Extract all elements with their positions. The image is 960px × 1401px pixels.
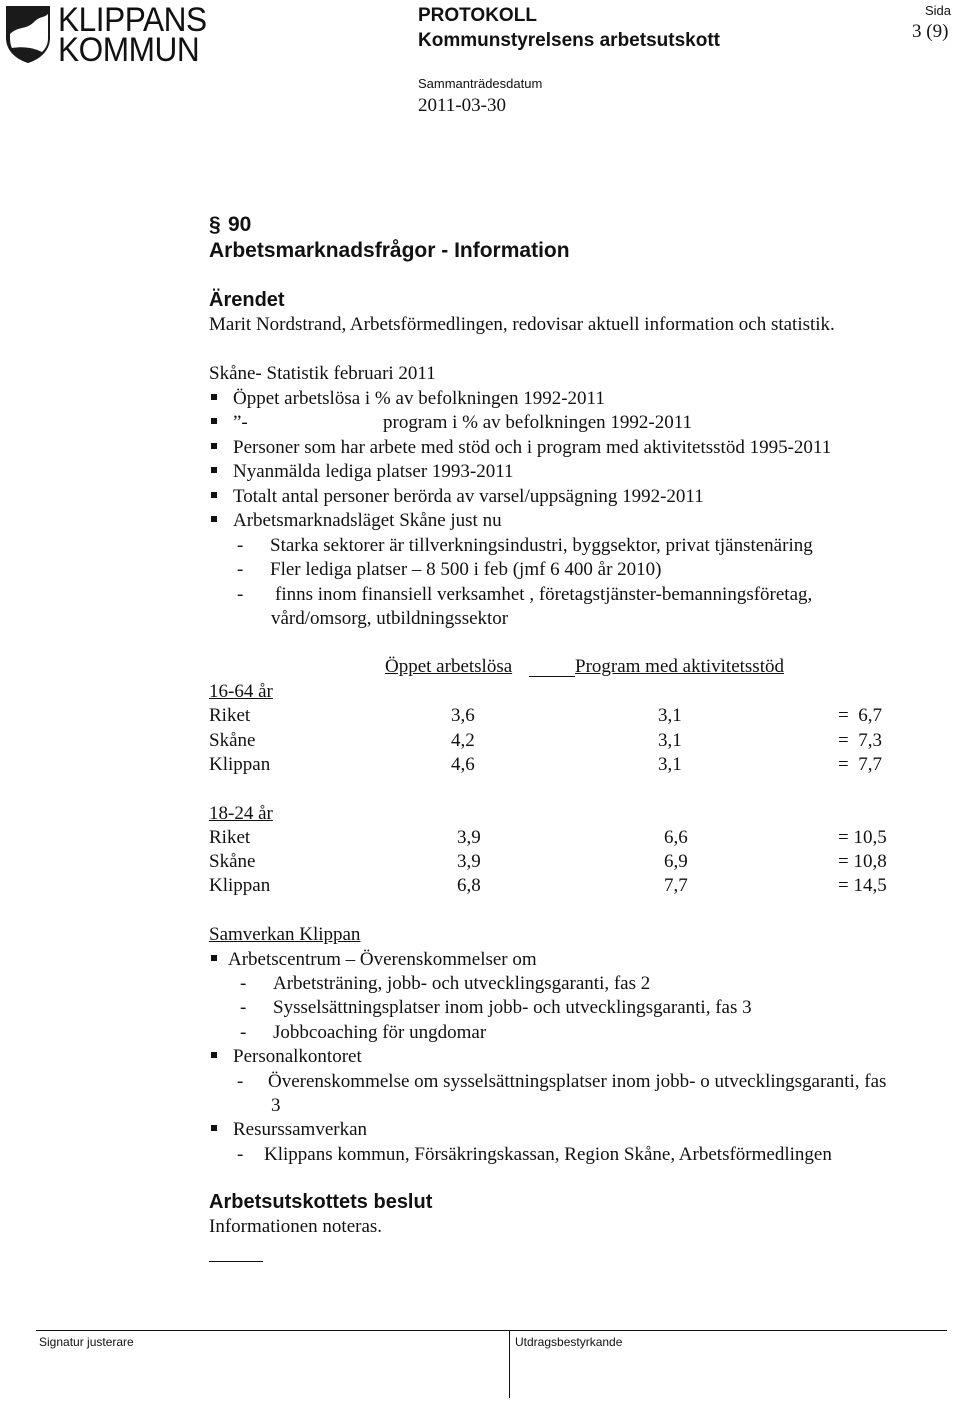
row-region: Skåne (209, 730, 256, 751)
cell-program: 7,7 (664, 875, 688, 896)
list-item: Nyanmälda lediga platser 1993-2011 (233, 461, 514, 482)
bullet-icon (211, 1125, 217, 1131)
dash: - (237, 1071, 244, 1092)
arendet-heading: Ärendet (209, 289, 285, 311)
section-sign: § (209, 213, 221, 236)
row-region: Riket (209, 705, 251, 726)
list-item: Öppet arbetslösa i % av befolkningen 1992-2011 (233, 388, 605, 409)
samverkan-heading: Samverkan Klippan (209, 924, 361, 945)
sub-item: Starka sektorer är tillverkningsindustri, byggsektor, privat tjänstenäring (270, 535, 813, 556)
list-item: program i % av befolkningen 1992-2011 (383, 412, 693, 433)
sub-item: Fler lediga platser – 8 500 i feb (jmf 6 400 år 2010) (270, 559, 662, 580)
arendet-text: Marit Nordstrand, Arbetsförmedlingen, redovisar aktuell information och statistik. (209, 314, 835, 335)
bullet-icon (211, 418, 217, 424)
section-title: Arbetsmarknadsfrågor - Information (209, 239, 570, 262)
sub-item: Sysselsättningsplatser inom jobb- och utvecklingsgaranti, fas 3 (273, 997, 752, 1018)
cell-open: 6,8 (457, 875, 481, 896)
list-item: Personer som har arbete med stöd och i program med aktivitetsstöd 1995-2011 (233, 437, 832, 458)
beslut-heading: Arbetsutskottets beslut (209, 1191, 433, 1213)
col-header-gap (529, 676, 575, 677)
section-number: 90 (228, 213, 252, 236)
cell-open: 3,9 (457, 827, 481, 848)
footer-extract-label: Utdragsbestyrkande (515, 1335, 623, 1349)
list-item: Arbetsmarknadsläget Skåne just nu (233, 510, 502, 531)
cell-program: 6,6 (664, 827, 688, 848)
row-region: Riket (209, 827, 251, 848)
bullet-icon (211, 467, 217, 473)
beslut-text: Informationen noteras. (209, 1216, 383, 1237)
cell-open: 4,6 (451, 754, 475, 775)
doc-type: PROTOKOLL (418, 5, 537, 26)
group-label: 18-24 år (209, 803, 273, 824)
sub-item: Klippans kommun, Försäkringskassan, Region Skåne, Arbetsförmedlingen (264, 1144, 832, 1165)
cell-sum: = 7,3 (838, 730, 882, 751)
sub-item: Överenskommelse om sysselsättningsplatser inom jobb- o utvecklingsgaranti, fas (268, 1071, 887, 1092)
footer-rule (36, 1330, 947, 1331)
date-label: Sammanträdesdatum (418, 76, 543, 91)
end-rule (209, 1261, 263, 1262)
sub-item: Jobbcoaching för ungdomar (273, 1022, 487, 1043)
bullet-icon (211, 394, 217, 400)
bullet-icon (211, 516, 217, 522)
cell-program: 3,1 (658, 730, 682, 751)
cell-open: 3,9 (457, 851, 481, 872)
col-header-program: Program med aktivitetsstöd (575, 656, 784, 677)
stats-heading: Skåne- Statistik februari 2011 (209, 363, 436, 384)
list-item-ditto: ”- (233, 412, 248, 433)
logo-text-bottom: KOMMUN (58, 31, 200, 69)
dash: - (240, 1022, 247, 1043)
bullet-icon (211, 955, 217, 961)
list-item: Resurssamverkan (233, 1119, 368, 1140)
col-header-open-unemployed: Öppet arbetslösa (385, 656, 513, 677)
dash: - (240, 973, 247, 994)
dash: - (240, 997, 247, 1018)
footer-signature-label: Signatur justerare (39, 1335, 134, 1349)
page-number: 3 (9) (912, 21, 949, 42)
cell-sum: = 10,5 (838, 827, 887, 848)
cell-sum: = 7,7 (838, 754, 882, 775)
footer-divider (509, 1330, 510, 1398)
row-region: Klippan (209, 875, 271, 896)
list-item: Personalkontoret (233, 1046, 362, 1067)
cell-program: 3,1 (658, 754, 682, 775)
row-region: Skåne (209, 851, 256, 872)
meeting-date: 2011-03-30 (418, 95, 506, 116)
sub-item: 3 (271, 1095, 281, 1116)
cell-open: 4,2 (451, 730, 475, 751)
cell-sum: = 6,7 (838, 705, 882, 726)
cell-sum: = 14,5 (838, 875, 887, 896)
dash: - (237, 535, 244, 556)
bullet-icon (211, 492, 217, 498)
dash: - (237, 559, 244, 580)
group-label: 16-64 år (209, 681, 273, 702)
cell-program: 6,9 (664, 851, 688, 872)
list-item: Arbetscentrum – Överenskommelser om (228, 949, 537, 970)
sub-item: Arbetsträning, jobb- och utvecklingsgaranti, fas 2 (273, 973, 651, 994)
bullet-icon (211, 1052, 217, 1058)
row-region: Klippan (209, 754, 271, 775)
body-name: Kommunstyrelsens arbetsutskott (418, 30, 720, 51)
cell-open: 3,6 (451, 705, 475, 726)
sub-item: vård/omsorg, utbildningssektor (271, 608, 509, 629)
sub-item: finns inom finansiell verksamhet , företagstjänster-bemanningsföretag, (275, 584, 813, 605)
klippan-shield-icon (4, 4, 52, 64)
list-item: Totalt antal personer berörda av varsel/uppsägning 1992-2011 (233, 486, 704, 507)
page-label: Sida (925, 3, 952, 18)
cell-sum: = 10,8 (838, 851, 887, 872)
bullet-icon (211, 443, 217, 449)
logo-text-top: KLIPPANS (58, 1, 207, 39)
cell-program: 3,1 (658, 705, 682, 726)
dash: - (237, 584, 244, 605)
dash: - (237, 1144, 244, 1165)
